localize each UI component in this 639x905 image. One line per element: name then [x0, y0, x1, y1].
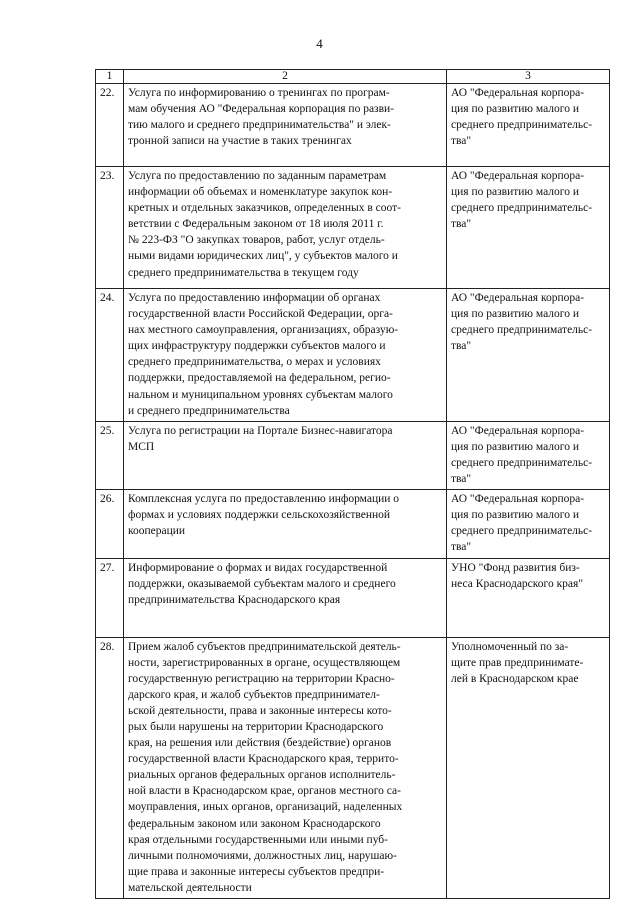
table-row [96, 490, 610, 558]
service-provider: АО "Федеральная корпора- ция по развитию малого и среднего предпринимательс- тва" [451, 292, 593, 353]
column-header: 1 [96, 70, 124, 84]
service-description: Услуга по предоставлению информации об органах государственной власти Российской Федерации, орга- нах местного самоуправления, организациях, образую- щих инфраструктуру поддержки субъектов малого и среднего предпринимательства, о мерах и условиях поддержки, предоставляемой на федеральном, регио- нальном и муниципальном уровнях субъектам малого и среднего предпринимательства [128, 292, 399, 417]
table-header-row [96, 70, 610, 84]
column-header: 2 [124, 70, 447, 84]
service-provider: АО "Федеральная корпора- ция по развитию малого и среднего предпринимательс- тва" [451, 170, 593, 231]
service-provider: Уполномоченный по за- щите прав предпринимате- лей в Краснодарском крае [451, 640, 584, 685]
row-number: 22. [96, 84, 124, 167]
service-provider: АО "Федеральная корпора- ция по развитию малого и среднего предпринимательс- тва" [451, 424, 593, 486]
service-description: Прием жалоб субъектов предпринимательской деятель- ности, зарегистрированных в органе, осуществляющем государственную регистрацию на территории Красно- дарского края, и жалоб субъектов предпринимател- ьской деятельности, права и законные интересы кото- рых были нарушены на территории Краснодарского края, на решения или действия (бездействие) органов государственной власти Краснодарского края, террито- риальных органов федеральных органов исполнитель- ной власти в Краснодарском крае, органов местного са- моуправления, иных органов, организаций, наделенных федеральным законом или законом Краснодарского края отдельными государственными или иными пуб- личными полномочиями, должностных лиц, нарушаю- щие права и законные интересы субъектов предпри- мательской деятельности [128, 640, 403, 894]
service-provider: УНО "Фонд развития биз- неса Краснодарского края" [451, 561, 584, 590]
column-header: 3 [447, 70, 610, 84]
table-row [96, 167, 610, 289]
table-row [96, 637, 610, 899]
table-row [96, 558, 610, 637]
service-description: Услуга по регистрации на Портале Бизнес-навигатора МСП [128, 424, 393, 453]
row-number: 24. [96, 289, 124, 422]
service-provider: АО "Федеральная корпора- ция по развитию малого и среднего предпринимательс- тва" [451, 87, 593, 148]
service-description: Информирование о формах и видах государственной поддержки, оказываемой субъектам малого и среднего предпринимательства Краснодарского края [128, 561, 396, 606]
page-number: 4 [316, 36, 323, 51]
row-number: 25. [96, 421, 124, 489]
row-number: 23. [96, 167, 124, 289]
row-number: 27. [96, 558, 124, 637]
services-table [95, 69, 610, 899]
service-description: Комплексная услуга по предоставлению информации о формах и условиях поддержки сельскохозяйственной кооперации [128, 493, 400, 538]
service-provider: АО "Федеральная корпора- ция по развитию малого и среднего предпринимательс- тва" [451, 493, 593, 554]
service-description: Услуга по информированию о тренингах по програм- мам обучения АО "Федеральная корпорация по разви- тию малого и среднего предпринимательства" и элек- тронной записи на участие в таких тренингах [128, 87, 395, 148]
table-row [96, 421, 610, 489]
row-number: 26. [96, 490, 124, 558]
row-number: 28. [96, 637, 124, 899]
table-row [96, 84, 610, 167]
table-row [96, 289, 610, 422]
service-description: Услуга по предоставлению по заданным параметрам информации об объемах и номенклатуре закупок кон- кретных и отдельных заказчиков, определенных в соот- ветствии с Федеральным законом от 18 июля 2011 г. № 223-ФЗ "О закупках товаров, работ, услуг отдель- ными видами юридических лиц", у субъектов малого и среднего предпринимательства в текущем году [128, 170, 401, 279]
